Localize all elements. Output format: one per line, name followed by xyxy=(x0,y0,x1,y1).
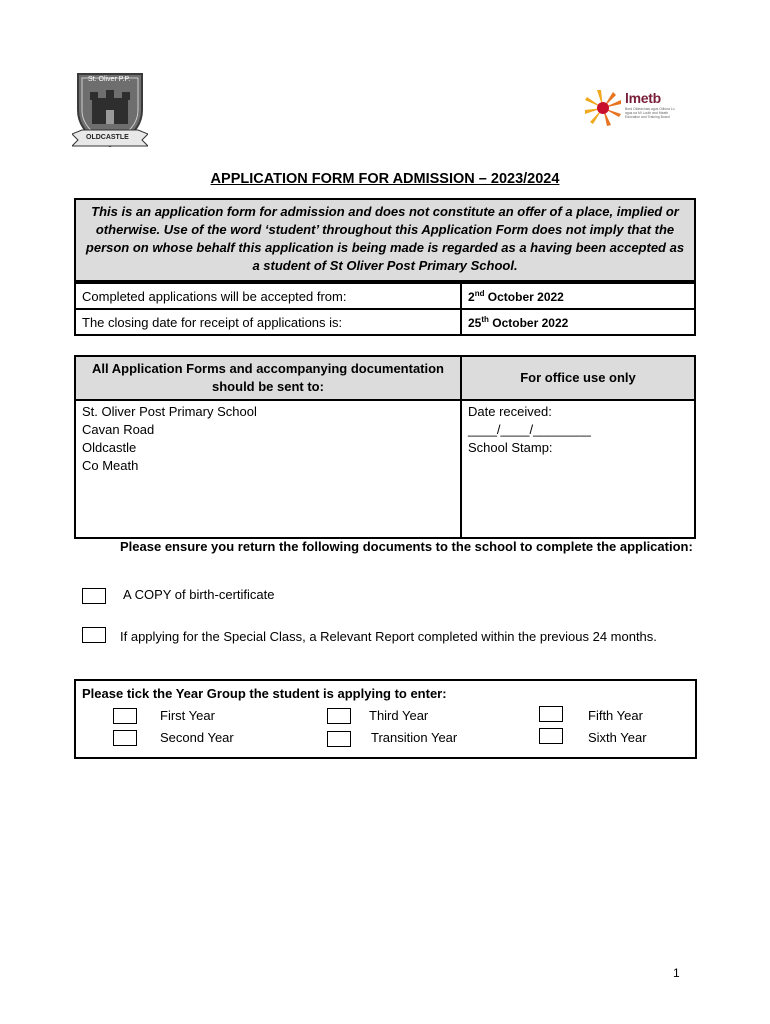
closing-date-label: The closing date for receipt of applications is: xyxy=(75,309,461,335)
accepted-month-year: October 2022 xyxy=(484,289,564,304)
lmetb-logo xyxy=(583,88,675,130)
documents-note: Please ensure you return the following documents to the school to complete the application: xyxy=(120,539,693,554)
crest-ribbon-text: OLDCASTLE xyxy=(86,134,129,141)
lmetb-tagline: Bord Oideachais agus Oiliúna Lú agus na Mí Louth and Meath Education and Training Board xyxy=(625,107,675,119)
office-use-header: For office use only xyxy=(461,356,695,400)
send-to-table xyxy=(74,355,696,539)
closing-date-value xyxy=(461,309,695,335)
send-to-header: All Application Forms and accompanying documentation should be sent to: xyxy=(75,356,461,400)
accepted-day-suffix: nd xyxy=(474,288,485,298)
address-line: St. Oliver Post Primary School xyxy=(82,404,257,419)
school-stamp-label: School Stamp: xyxy=(468,440,553,455)
dates-table xyxy=(74,282,696,336)
sixth-year-checkbox[interactable] xyxy=(539,728,563,744)
first-year-checkbox[interactable] xyxy=(113,708,137,724)
transition-year-checkbox[interactable] xyxy=(327,731,351,747)
crest-top-text: St. Oliver P.P. xyxy=(88,76,131,83)
first-year-label: First Year xyxy=(160,708,215,723)
closing-date-row xyxy=(75,309,695,335)
intro-notice-box xyxy=(74,198,696,282)
third-year-label: Third Year xyxy=(369,708,429,723)
intro-notice-text: This is an application form for admission and does not constitute an offer of a place, implied or otherwise. Use of the word ‘student’ throughout this Application Form does not imply that the person on whose behalf this application is being made is regarded as a having been accepted as a student of St Oliver Post Primary School. xyxy=(75,199,695,281)
sunburst-icon xyxy=(583,88,623,128)
address-line: Cavan Road xyxy=(82,422,155,437)
school-crest-logo xyxy=(72,70,148,152)
transition-year-label: Transition Year xyxy=(371,730,458,745)
third-year-checkbox[interactable] xyxy=(327,708,351,724)
second-year-checkbox[interactable] xyxy=(113,730,137,746)
birth-certificate-label: A COPY of birth-certificate xyxy=(123,587,275,602)
lmetb-brand-text: lmetb xyxy=(625,90,661,106)
birth-certificate-checkbox[interactable] xyxy=(82,588,106,604)
office-use-area xyxy=(461,400,695,538)
closing-day: 25 xyxy=(468,315,482,330)
school-address xyxy=(75,400,461,538)
date-received-label: Date received: xyxy=(468,404,552,419)
fifth-year-label: Fifth Year xyxy=(588,708,643,723)
accepted-day: 2 xyxy=(468,289,475,304)
fifth-year-checkbox[interactable] xyxy=(539,706,563,722)
page-number: 1 xyxy=(673,966,680,980)
year-group-header: Please tick the Year Group the student is applying to enter: xyxy=(82,686,447,701)
form-title: APPLICATION FORM FOR ADMISSION – 2023/2024 xyxy=(210,171,560,187)
accepted-from-label: Completed applications will be accepted from: xyxy=(75,283,461,309)
address-line: Co Meath xyxy=(82,458,139,473)
accepted-from-value xyxy=(461,283,695,309)
closing-day-suffix: th xyxy=(481,314,489,324)
relevant-report-label: If applying for the Special Class, a Relevant Report completed within the previous 24 months. xyxy=(120,629,657,644)
closing-month-year: October 2022 xyxy=(488,315,569,330)
second-year-label: Second Year xyxy=(160,730,234,745)
sixth-year-label: Sixth Year xyxy=(588,730,647,745)
relevant-report-checkbox[interactable] xyxy=(82,627,106,643)
year-group-box xyxy=(74,679,697,759)
address-line: Oldcastle xyxy=(82,440,137,455)
accepted-from-row xyxy=(75,283,695,309)
date-received-field[interactable]: ____/____/________ xyxy=(468,422,591,437)
